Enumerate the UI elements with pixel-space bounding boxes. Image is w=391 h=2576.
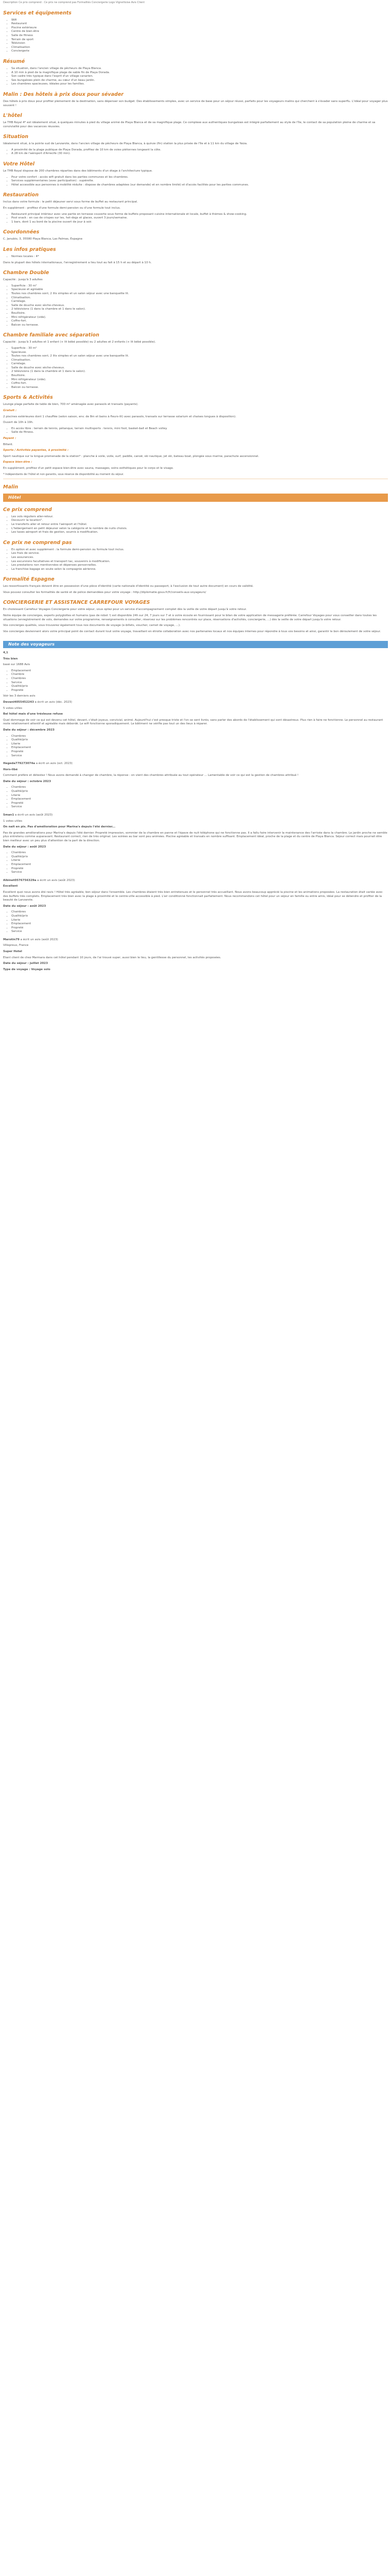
resume-list	[3, 67, 388, 87]
list-item: • Superficie : 30 m²	[11, 284, 388, 289]
sports-section	[3, 395, 388, 477]
services-title: Services et équipements	[3, 10, 72, 16]
list-item: • Service	[11, 805, 388, 809]
list-item: • Service	[11, 930, 388, 934]
infos-text: Dans le plupart des hôtels internationaux, l'enregistrement a lieu tout au fait à 15 h et au départ à 10 h.	[3, 261, 152, 264]
list-item: • Chambres	[11, 677, 388, 681]
review-card	[3, 701, 388, 758]
list-item: • Coffre-fort.	[11, 319, 388, 324]
list-item: • Les chambres spacieuses, idéales pour les familles.	[11, 82, 388, 87]
list-item: • Pour votre confort : accès wifi gratuit dans les parties communes et les chambres.	[11, 176, 388, 180]
list-item: • Carrelage.	[11, 300, 388, 304]
hotel-text: Le THB Royal 4* est idéalement situé, à quelques minutes à pied du village animé de Playa Blanca et de sa magnifique plage. Ce complexe aux authentiques bungalows est intégré parfaitement au style de l'île, le contact de sa population pleine de charme et sa convivialité pour des vacances réussies.	[3, 121, 376, 128]
services-section	[3, 10, 388, 54]
list-item: • Qualité/prix	[11, 855, 388, 859]
review-card	[3, 879, 388, 934]
list-item: • Literie	[11, 742, 388, 747]
chambre-familiale-title: Chambre familiale avec séparation	[3, 332, 100, 338]
conciergerie-text-4: Vos concierges deviennent alors votre principal point de contact durant tout votre voyage, travaillant en étroite collaboration avec nos partenaires locaux et nos équipes internes pour répondre à tous vos besoins et ainsi, garantir le bon déroulement de votre séjour.	[3, 630, 381, 633]
review-text: Comment prefère et détestez ! Nous avons demandé à changer de chambre, la réponse : on vient des chambres attribuée au tout opérateur ... Lamentable de voir ce qui est la gestion de chambres attribué !	[3, 774, 299, 777]
list-item: • Piscine extérieure	[11, 26, 388, 30]
see-reviews-link[interactable]: Voir les 3 derniers avis	[3, 694, 36, 698]
list-item: • Chambres	[11, 735, 388, 739]
list-item: • Toutes nos chambres sont, 2 lits simples et un salon séjour avec une banquette lit.	[11, 292, 388, 296]
gratuit-hours: Ouvert de 10h à 19h.	[3, 421, 34, 425]
list-item: • Superficie : 30 m²	[11, 347, 388, 351]
list-item: • Les vols réguliers aller-retour.	[11, 515, 388, 519]
review-text: Quel dommage de voir ce qui est devenu cet hôtel, devant, c'était joyeux, convivial, animé. Aujourd'hui c'est presque triste et l'on se sent livrés, sans parler des abords de l'établissement qui sont désastreux. Plus rien à faire ne fonctionne. Le personnel au restaurant reste relativement attentif et agréable mais débordé. Le wifi fonctionne sporadiquement. Le bâtiment ne vérifie pas tout un des lieux à réparer.	[3, 718, 383, 726]
list-item: • Emplacement	[11, 922, 388, 926]
hotel-button[interactable]: Hôtel	[3, 494, 388, 502]
list-item: • Services supplémentaires (avec participation) : supérette.	[11, 179, 388, 183]
review-stay-date: Date du séjour : octobre 2023	[3, 779, 51, 783]
prix-non-title: Ce prix ne comprend pas	[3, 539, 72, 546]
list-item: • Qualité/prix	[11, 914, 388, 919]
votre-hotel-title: Votre Hôtel	[3, 161, 35, 167]
review-date: a écrit un avis (août 2023)	[37, 878, 75, 882]
list-item: • Bouilloire.	[11, 374, 388, 378]
list-item: • Les excursions facultatives et transport tac, souvenirs à modification.	[11, 560, 388, 564]
list-item: • Service	[11, 754, 388, 758]
prix-non-list	[3, 548, 388, 572]
list-item: • Propreté	[11, 926, 388, 930]
malin-title: Malin : Des hôtels à prix doux pour sévader	[3, 91, 124, 97]
list-item: • Spacieuse.	[11, 351, 388, 355]
resume-section	[3, 59, 388, 87]
formalites-text-2: Vous pouvez consulter les formalités de santé et de police demandées pour votre voyage : http://diplomatie.gouv.fr/fr/conseils-aux-voyageurs/	[3, 590, 206, 594]
votre-hotel-text: Le THB Royal dispose de 200 chambres réparties dans des bâtiments d'un étage à l'architecture typique.	[3, 170, 153, 173]
list-item: • Chambre	[11, 673, 388, 677]
review-date: a écrit un avis (déc. 2023)	[35, 700, 72, 704]
list-item: • Propreté	[11, 689, 388, 693]
review-card	[3, 814, 388, 875]
infos-list	[3, 255, 388, 259]
formalites-title: Formalité Espagne	[3, 577, 55, 583]
list-item: • Emplacement	[11, 863, 388, 867]
coordonnees-section	[3, 229, 388, 242]
review-text: Excellent quoi nous avons été ravis ! Hôtel très agréable, bon séjour dans l'ensemble. Les chambres étaient très bien entretenues et le personnel très accueillant. Nous avons beaucoup apprécié la piscine et les animations proposées. La restauration était variée avec des buffets très complets. Emplacement très bien avec la plage à proximité et le centre-ville accessible à pied. L'air conditionné fonctionnait parfaitement. Nous recommandons cet hôtel pour un séjour en famille ou entre amis, idéal pour se détendre et profiter de la beauté de Lanzarote.	[3, 890, 383, 902]
conciergerie-section	[3, 600, 388, 634]
gratuit-label: Gratuit :	[3, 409, 17, 413]
prix-comprend-section	[3, 507, 388, 535]
chambre-familiale-list	[3, 347, 388, 390]
list-item: • En accès libre : terrain de tennis, pétanque, terrain multisports : tennis, mini foot, basket-ball et Beach volley.	[11, 427, 388, 431]
conciergerie-text-2: Notre équipe de concierges, experts polyglottes et humains (pas de robot !) est disponible 24h sur 24, 7 jours sur 7 et à votre écoute en fournissant pour le bilan de votre application de messagerie préférée. Carrefour Voyages pour vous conseiller dans toutes les situations (enregistrement de vols, demandes sur votre programme, renseignements à consulter, réservez sur les problèmes rencontrés sur place, réservations d'activités, conciergerie, ...) dès la veille de votre départ jusqu'à votre retour.	[3, 614, 377, 621]
list-item: • En option et avec supplément : la formule demi-pension ou formule tout inclus.	[11, 548, 388, 552]
payant-text: Billard.	[3, 443, 13, 446]
page	[0, 0, 391, 980]
prix-comprend-title: Ce prix comprend	[3, 506, 52, 513]
list-item: • Propreté	[11, 750, 388, 754]
review-criteria	[3, 851, 388, 875]
situation-list	[3, 148, 388, 156]
malin-text: Des hôtels à prix doux pour profiter pleinement de la destination, sans dépenser son budget. Des établissements simples, avec un service de base pour un séjour réussi, parfaits pour les voyageurs malins qui cherchent à s'évader sans superflu. L'idéal pour voyager plus souvent !	[3, 99, 388, 107]
espace-label: Espace bien-être :	[3, 461, 32, 464]
prix-comprend-list	[3, 515, 388, 535]
payant-label: Payant :	[3, 437, 17, 440]
list-item: • L'hébergement en petit déjeuner selon la catégorie et le nombre de nuits choisis.	[11, 527, 388, 531]
review-travel-type: Type de voyage : Voyage solo	[3, 968, 51, 971]
list-item: • Decouvrir la location".	[11, 519, 388, 523]
restauration-text: Inclus dans votre formule : le petit déjeuner servi sous forme de buffet au restaurant principal.	[3, 200, 138, 204]
review-title: Excellent	[3, 885, 18, 888]
sports-note: * Indépendants de l'hôtel et non garantis, sous réserve de disponibilité au moment du séjour.	[3, 472, 124, 476]
chambre-double-capacity: Capacité : jusqu'à 3 adultes	[3, 278, 43, 282]
sports-list	[3, 427, 388, 435]
review-text: Pas de grandes améliorations pour Marina's depuis l'été dernier. Propreté impression, sommier de la chambre en panne et l'épave de nuit téléphone qui ne fonctionne pas. Il a fallu faire intervenir la maintenance des l'arrivée dans la chambre. Le jardin proche ne semble plus entretenu comme auparavant. Restaurant correct, rien de très original. Les soirées au bar sont peu animées. Piscine agréable et transats en nombre suffisant. Emplacement idéal, proche de la plage et du centre de Playa Blanca. Séjour correct mais pourrait être bien meilleur avec un peu plus d'attention de la part de la direction.	[3, 831, 387, 842]
formalites-section	[3, 577, 388, 595]
review-title: On nait en pis. Pas d'amélioration pour Marina's depuis l'été dernier...	[3, 825, 116, 829]
rating-count: basé sur 1688 Avis	[3, 663, 30, 667]
list-item: • Wifi	[11, 19, 388, 23]
chambre-double-section	[3, 270, 388, 327]
votre-hotel-section	[3, 161, 388, 187]
conciergerie-title: CONCIERGERIE ET ASSISTANCE CARREFOUR VOYAGES	[3, 600, 150, 606]
infos-title: Les infos pratiques	[3, 247, 56, 252]
conciergerie-text: En choisissant Carrefour Voyages Conciergerie pour votre séjour, vous optez pour un service d'accompagnement complet dès la veille de votre départ jusqu'à votre retour.	[3, 608, 247, 612]
list-item: • Bouilloire.	[11, 312, 388, 316]
review-criteria	[3, 735, 388, 758]
list-item: • Service	[11, 871, 388, 875]
list-item: • Balcon ou terrasse.	[11, 324, 388, 328]
list-item: • Salle de fitness.	[11, 431, 388, 435]
list-item: • A proximité de la plage publique de Playa Dorada, profitez de 10 km de voies piétonnes longeant la côte.	[11, 148, 388, 152]
hotel-section	[3, 113, 388, 129]
list-item: • 1 bars, dont 1 au bord de la piscine ouvert de jour à soir.	[11, 221, 388, 225]
list-item: • 2 télévisions (1 dans la chambre et 1 dans le salon).	[11, 370, 388, 374]
list-item: • Propreté	[11, 867, 388, 871]
list-item: • Carrelage.	[11, 362, 388, 366]
review-stay-date: Date du séjour : août 2023	[3, 904, 46, 908]
review-date: a écrit un avis (août 2023)	[14, 814, 53, 817]
list-item: • Climatisation	[11, 46, 388, 50]
review-stay-date: Date du séjour : août 2023	[3, 845, 46, 849]
review-location: Villepreux, France	[3, 944, 29, 947]
rating-label: Très bien	[3, 657, 18, 660]
list-item: • Salle de douche avec sèche-cheveux.	[11, 366, 388, 370]
rating-score: 4,1	[3, 651, 8, 655]
review-title: Bel hôtel mais d'une trésleuse refuse	[3, 713, 63, 716]
hotel-title: L'hôtel	[3, 113, 22, 119]
list-item: • Les taxes aéroport et frais de gestion, soumis à modification.	[11, 531, 388, 535]
list-item: • Literie	[11, 859, 388, 863]
list-item: • Qualité/prix	[11, 738, 388, 742]
list-item: • 2 télévisions (1 dans la chambre et 1 dans le salon).	[11, 308, 388, 312]
restauration-section	[3, 192, 388, 224]
reviewer-name: Sman1	[3, 814, 14, 817]
list-item: • Pool snack : en cas de crispes sur les, hot-dogs et glaces, ouvert 3 jours/semaine.	[11, 216, 388, 221]
sports-text: Lounge plage parfaite de table de bien, 700 m² aménagée avec parasols et transats (payants).	[3, 403, 139, 406]
chambre-familiale-capacity: Capacité : jusqu'à 3 adultes et 1 enfant (+ lit bébé possible) ou 2 adultes et 2 enfants (+ lit bébé possible).	[3, 341, 156, 344]
situation-text: Idéalement situé, à la pointe sud de Lanzarote, dans l'ancien village de pêcheurs de Playa Blanca, à quinze (fin) station la plus prisée de l'île et à 11 km du village de Yaiza.	[3, 142, 248, 146]
list-item: • Hôtel accessible aux personnes à mobilité réduite : dispose de chambres adaptées (sur demande) et en nombre limité) et d'accès facilités pour les parties communes.	[11, 183, 388, 188]
list-item: • Propreté	[11, 802, 388, 806]
restauration-text-2: En supplément : profitez d'une formule demi-pension ou d'une formule tout inclus.	[3, 207, 121, 210]
list-item: • Spacieuse et agréable	[11, 288, 388, 292]
list-item: • Emplacement	[11, 746, 388, 750]
list-item: • Emplacement	[11, 798, 388, 802]
reviewer-name: Albinet0576756329a	[3, 878, 37, 882]
list-item: • Terrain de sport	[11, 38, 388, 42]
list-item: • Qualité/prix	[11, 685, 388, 689]
review-stay-date: Date du séjour : décembre 2023	[3, 728, 55, 732]
list-item: • Literie	[11, 919, 388, 923]
list-item: • Climatisation.	[11, 296, 388, 300]
list-item: • Les assurances.	[11, 556, 388, 560]
situation-title: Situation	[3, 134, 28, 140]
gratuit-text: 2 piscines extérieures dont 1 chauffée (selon saison, env. de 8m et bains à fleurs-lit) avec parasols, transats sur terrasse solarium et chaises longues à disposition).	[3, 415, 236, 418]
reviewer-name: Hegeda779273074a	[3, 762, 35, 766]
list-item: • Mini réfrigérateur (vide).	[11, 316, 388, 320]
list-item: • Literie	[11, 794, 388, 798]
situation-section	[3, 134, 388, 156]
review-card	[3, 938, 388, 972]
list-item: • Restaurant principal intérieur avec une partie en terrasse couverte sous forme de buffets proposant cuisine internationale et locale, buffet à thèmes & show-cooking.	[11, 213, 388, 217]
chambre-familiale-section	[3, 332, 388, 389]
reviewer-name: Devani4055452243	[3, 700, 34, 704]
chambre-double-title: Chambre Double	[3, 270, 49, 276]
list-item: • Salle de fitness	[11, 34, 388, 38]
votre-hotel-list	[3, 176, 388, 188]
sports-activites-text: Sport nautique sur la longue promenade de la station* : planche à voile, voile, surf, paddle, canoë, ski nautique, jet ski, bateau boat, plongée sous marine, parachute ascensionnel.	[3, 454, 259, 458]
list-item: • Les frais de service.	[11, 552, 388, 556]
malin-heading: Malin	[3, 484, 19, 490]
services-list	[3, 19, 388, 54]
malin-section	[3, 92, 388, 108]
review-helpful: 5 votes utiles	[3, 706, 22, 710]
espace-text: En supplément, profitez d'un petit espace bien-être avec sauna, massages, soins esthétiques pour le corps et le visage.	[3, 466, 174, 470]
review-date: a écrit un avis (oct. 2023)	[36, 762, 73, 766]
restauration-title: Restauration	[3, 192, 39, 198]
list-item: • Mini réfrigérateur (vide).	[11, 378, 388, 382]
list-item: • Emplacement	[11, 669, 388, 673]
review-criteria	[3, 786, 388, 809]
list-item: • Qualité/prix	[11, 790, 388, 794]
resume-title: Résumé	[3, 58, 25, 64]
review-criteria	[3, 910, 388, 934]
list-item: • Chambres	[11, 910, 388, 914]
chambre-double-list	[3, 284, 388, 328]
list-item: • Les prestations non mentionnées et dépenses personnelles.	[11, 564, 388, 568]
list-item: • Climatisation.	[11, 359, 388, 363]
coordonnees-title: Coordonnées	[3, 229, 40, 235]
sports-title: Sports & Activités	[3, 395, 53, 401]
review-title: Super Hotel	[3, 950, 22, 954]
list-item: • Normes locales : 4*	[11, 255, 388, 259]
infos-section	[3, 247, 388, 265]
list-item: • Sa situation, dans l'ancien village de pêcheurs de Playa Blanca.	[11, 67, 388, 71]
review-helpful: 1 votes utiles	[3, 819, 22, 823]
list-item: • A 28 km de l'aéroport d'Arrecife (30 min).	[11, 152, 388, 156]
list-item: • Coffre-fort.	[11, 382, 388, 386]
reviewer-name: Marotin79	[3, 938, 20, 941]
list-item: • Ses bungalows plein de charme, au cœur d'un beau jardin.	[11, 79, 388, 83]
list-item: • Conciergerie	[11, 49, 388, 54]
address-text: C. Janubio, 3, 35580 Playa Blanca, Las Palmas, Espagne	[3, 238, 83, 241]
list-item: • Télévision	[11, 42, 388, 46]
list-item: • Service	[11, 681, 388, 685]
list-item: • La franchise bagage en soute selon la compagnie aérienne.	[11, 568, 388, 572]
restauration-list	[3, 213, 388, 225]
rating-criteria	[3, 669, 388, 693]
formalites-text: Les ressortissants français doivent être en possession d'une pièce d'identité (carte nationale d'identité ou passeport, à l'exclusion de tout autre document) en cours de validité.	[3, 585, 254, 588]
review-card	[3, 762, 388, 809]
list-item: • Centre de bien-être	[11, 30, 388, 34]
list-item: • Restaurant	[11, 22, 388, 26]
review-date: a écrit un avis (août 2023)	[20, 938, 58, 941]
review-text: Etant client de chez Marmara dans cet hôtel pendant 10 jours, de l'ai trouvé super, aussi bien le lieu, la gentillesse du personnel, les activités proposées.	[3, 956, 221, 959]
list-item: • Toutes nos chambres sont, 2 lits simples et un salon séjour avec une banquette lit.	[11, 354, 388, 359]
review-title: Hors-libé	[3, 768, 18, 771]
list-item: • Salle de douche avec sèche-cheveux.	[11, 304, 388, 308]
reviews-header: Note des voyageurs	[3, 641, 388, 648]
list-item: • Son cadre très typique dans l'esprit d'un village canarien.	[11, 75, 388, 79]
list-item: • A 10 min à pied de la magnifique plage de sable fin de Playa Dorada.	[11, 71, 388, 75]
ratings-summary	[3, 651, 388, 699]
list-item: • Balcon ou terrasse.	[11, 386, 388, 390]
prix-non-section	[3, 540, 388, 572]
conciergerie-text-3: Vos concierges qualités, vous trouverez également tous nos documents de voyage (e-billets, voucher, carnet de voyage, ...).	[3, 624, 181, 628]
review-stay-date: Date du séjour : juillet 2023	[3, 962, 48, 965]
sports-activites-label: Sports / Activités payantes, à proximité :	[3, 449, 69, 452]
list-item: • Le transferts aller et retour entre l'aéroport et l'hôtel.	[11, 523, 388, 527]
list-item: • Chambres	[11, 786, 388, 790]
list-item: • Chambres	[11, 851, 388, 855]
top-nav-text: Description Ce prix comprend : Ce prix ne comprend pas Formalités Conciergerie Logo Vignettoise Avis Client	[3, 1, 145, 4]
